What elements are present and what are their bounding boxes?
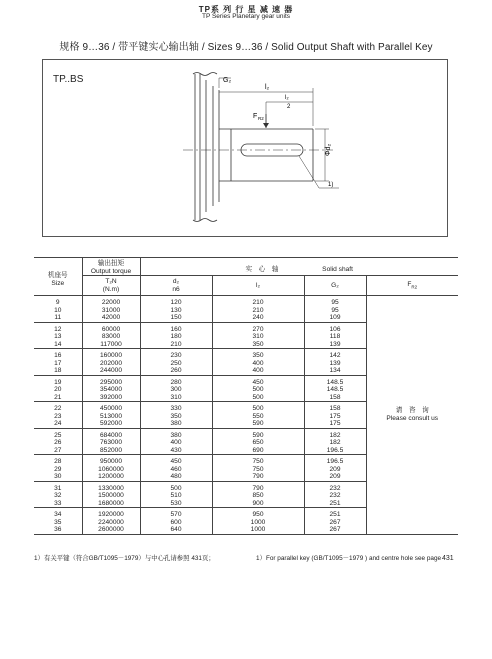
cell-g2: 148.5 [304,386,366,394]
cell-t2n: 83000 [82,333,140,341]
cell-g2: 175 [304,413,366,421]
cell-d2: 480 [140,473,212,481]
cell-d2: 600 [140,519,212,527]
cell-l2: 450 [212,375,304,386]
cell-l2: 590 [212,428,304,439]
cell-d2: 180 [140,333,212,341]
cell-size: 13 [54,333,62,340]
cell-l2: 1000 [212,526,304,534]
header-t2n-unit: (N.m) [102,285,120,293]
cell-d2: 510 [140,492,212,500]
cell-t2n: 2240000 [82,519,140,527]
consult-cell [366,296,458,535]
label-g2: G₂ [223,77,232,84]
cell-size: 36 [34,526,82,534]
cell-g2: 134 [304,367,366,375]
cell-size: 32 [54,492,62,499]
cell-size: 21 [54,393,62,401]
cell-g2: 209 [304,466,366,474]
cell-size: 27 [54,446,62,454]
header-l2: l₂ [212,276,304,296]
cell-t2n: 42000 [82,314,140,322]
cell-t2n: 1200000 [82,473,140,481]
cell-g2: 196.5 [304,455,366,466]
label-l2-half-num: l₂ [285,95,289,101]
cell-d2: 330 [140,402,212,413]
cell-g2: 109 [304,314,366,322]
header-d2-label: d₂ [172,278,180,285]
cell-size: 16 [34,349,82,360]
header-solid-shaft-en: Solid shaft [322,265,353,273]
cell-d2: 400 [140,439,212,447]
cell-g2: 148.5 [304,375,366,386]
cell-g2: 139 [304,360,366,368]
cell-size: 31 [34,481,82,492]
series-title-cn: TP系 列 行 星 减 速 器 [198,5,294,14]
cell-size: 14 [54,340,62,348]
cell-t2n: 1060000 [82,466,140,474]
cell-d2: 570 [140,508,212,519]
cell-l2: 690 [212,447,304,455]
cell-size: 12 [34,322,82,333]
header-torque [82,258,140,276]
cell-d2: 530 [140,500,212,508]
cell-l2: 790 [212,473,304,481]
cell-t2n: 22000 [82,296,140,307]
consult-cn: 请 咨 询 [395,407,429,415]
cell-l2: 240 [212,314,304,322]
cell-l2: 270 [212,322,304,333]
cell-d2: 500 [140,481,212,492]
cell-size: 18 [54,367,62,374]
cell-t2n: 244000 [82,367,140,375]
cell-size: 34 [34,508,82,519]
header-d2 [140,276,212,296]
cell-t2n: 592000 [82,420,140,428]
cell-g2: 95 [304,307,366,315]
cell-d2: 230 [140,349,212,360]
header-size [34,258,82,296]
header-size-en: Size [51,279,65,287]
page-title: 规格 9…36 / 带平键实心输出轴 / Sizes 9…36 / Solid Output Shaft with Parallel Key [59,42,433,53]
cell-g2: 232 [304,492,366,500]
cell-l2: 750 [212,466,304,474]
label-fr2-sub: R2 [258,116,264,121]
cell-t2n: 202000 [82,360,140,368]
header-fr2-sub: R2 [411,283,418,289]
cell-l2: 210 [212,296,304,307]
table-body [34,296,458,535]
header-size-cn: 机座号 [47,272,68,279]
footnote-page-number: 431 [442,555,454,562]
cell-size: 29 [54,465,62,473]
cell-g2: 251 [304,500,366,508]
cell-size: 24 [54,420,62,427]
cell-l2: 350 [212,349,304,360]
cell-t2n: 60000 [82,322,140,333]
cell-d2: 160 [140,322,212,333]
cell-t2n: 1500000 [82,492,140,500]
cell-g2: 175 [304,420,366,428]
cell-size: 22 [34,402,82,413]
cell-t2n: 2600000 [82,526,140,534]
header-t2n [82,276,140,296]
cell-t2n: 450000 [82,402,140,413]
cell-l2: 590 [212,420,304,428]
cell-g2: 182 [304,439,366,447]
label-l2-half-den: 2 [287,104,291,110]
label-l2: l₂ [265,84,270,91]
cell-g2: 118 [304,333,366,341]
cell-g2: 196.5 [304,447,366,455]
cell-l2: 310 [212,333,304,341]
cell-l2: 550 [212,413,304,421]
label-note: 1) [328,182,334,188]
header-d2-tolerance: n6 [172,285,180,293]
header-torque-en: Output torque [90,267,132,275]
cell-g2: 267 [304,526,366,534]
cell-size: 20 [54,386,62,393]
cell-g2: 158 [304,402,366,413]
cell-l2: 750 [212,455,304,466]
cell-size: 30 [54,473,62,480]
cell-g2: 267 [304,519,366,527]
cell-l2: 900 [212,500,304,508]
cell-l2: 500 [212,402,304,413]
cell-g2: 232 [304,481,366,492]
cell-g2: 95 [304,296,366,307]
header-g2: G₂ [304,276,366,296]
shaft-diagram [43,60,449,238]
cell-d2: 450 [140,455,212,466]
cell-t2n: 1330000 [82,481,140,492]
cell-g2: 158 [304,394,366,402]
cell-t2n: 354000 [82,386,140,394]
cell-d2: 250 [140,360,212,368]
cell-d2: 380 [140,428,212,439]
cell-d2: 460 [140,466,212,474]
cell-g2: 106 [304,322,366,333]
cell-t2n: 117000 [82,341,140,349]
cell-size: 28 [34,455,82,466]
figure-frame [42,59,448,237]
label-d2: Φd₂ [325,143,332,156]
footnote-en: 1）For parallel key (GB/T1095－1979 ) and centre hole see page [256,555,442,562]
cell-t2n: 513000 [82,413,140,421]
cell-l2: 400 [212,360,304,368]
cell-size: 10 [54,306,62,314]
cell-t2n: 852000 [82,447,140,455]
cell-t2n: 950000 [82,455,140,466]
cell-g2: 182 [304,428,366,439]
cell-d2: 310 [140,394,212,402]
cell-l2: 210 [212,307,304,315]
dimensions-table [34,257,458,535]
cell-size: 33 [54,499,62,507]
cell-t2n: 160000 [82,349,140,360]
cell-d2: 120 [140,296,212,307]
cell-g2: 139 [304,341,366,349]
cell-t2n: 392000 [82,394,140,402]
cell-g2: 251 [304,508,366,519]
cell-d2: 280 [140,375,212,386]
cell-l2: 400 [212,367,304,375]
cell-size: 26 [54,439,62,446]
label-fr2: F [253,113,258,120]
header-torque-cn: 输出扭矩 [97,260,125,267]
header-t2n-label: T₂N [105,278,117,285]
cell-t2n: 31000 [82,307,140,315]
cell-l2: 790 [212,481,304,492]
cell-d2: 260 [140,367,212,375]
header-solid-shaft [140,258,458,276]
header-solid-shaft-cn: 实 心 轴 [245,265,279,273]
cell-l2: 500 [212,394,304,402]
cell-size: 17 [54,359,62,367]
cell-d2: 430 [140,447,212,455]
cell-l2: 1000 [212,519,304,527]
cell-l2: 500 [212,386,304,394]
cell-size: 35 [54,518,62,526]
cell-t2n: 295000 [82,375,140,386]
cell-l2: 350 [212,341,304,349]
model-label: TP..BS [53,74,84,85]
cell-d2: 210 [140,341,212,349]
series-title-en: TP Series Planetary gear units [201,13,291,20]
cell-t2n: 1920000 [82,508,140,519]
cell-t2n: 684000 [82,428,140,439]
cell-l2: 650 [212,439,304,447]
cell-size: 9 [34,296,82,307]
cell-size: 11 [54,314,62,321]
cell-t2n: 763000 [82,439,140,447]
cell-l2: 850 [212,492,304,500]
cell-g2: 209 [304,473,366,481]
cell-size: 25 [34,428,82,439]
cell-l2: 950 [212,508,304,519]
cell-d2: 150 [140,314,212,322]
cell-size: 19 [34,375,82,386]
cell-d2: 640 [140,526,212,534]
cell-d2: 350 [140,413,212,421]
cell-g2: 142 [304,349,366,360]
cell-d2: 380 [140,420,212,428]
cell-size: 23 [54,412,62,420]
table-row [34,296,458,307]
cell-d2: 300 [140,386,212,394]
header-fr2 [366,276,458,296]
cell-d2: 130 [140,307,212,315]
consult-en: Please consult us [386,414,439,422]
cell-t2n: 1680000 [82,500,140,508]
header-fr2-label: F [407,280,412,288]
footnote-cn: 1）有关平键（符合GB/T1095－1979）与中心孔请参照 431页； [34,555,215,562]
